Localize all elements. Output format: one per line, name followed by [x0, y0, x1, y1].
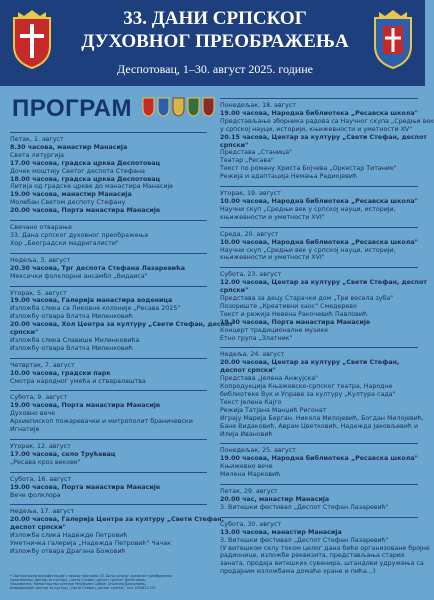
footer-notes: [10, 574, 210, 590]
event-text: Етно група „Златник": [220, 334, 293, 342]
coat-of-arms-icon: [10, 8, 54, 70]
event-text: „Ресава кроз векове": [10, 458, 81, 466]
event-text: 33. Дана српског духовног преображења: [10, 231, 149, 239]
event-time-venue: 19.30 часова, Порта манастира Манасије: [220, 318, 371, 326]
event-text: Петак, 1. август: [10, 136, 64, 143]
program-right-column: [220, 98, 434, 581]
crest-icon: [202, 97, 215, 117]
event-text: у српској науци, историји, књижевности и уметности XV": [220, 125, 413, 133]
event-block: [10, 132, 207, 215]
event-text: Мексички фолклорни ансамбл „Видаиса": [10, 272, 148, 280]
event-text: Света литургија: [10, 151, 65, 159]
event-text: Текст по роману Христа Бојчева „Оркестар Титаник": [220, 165, 397, 173]
footer-line: Информације: Центар за културу „Свети Стефан, деспот српски", тел. 035/611-537: [10, 586, 156, 590]
event-time-venue: 19.00 часова, Галерија манастира воденица: [10, 297, 173, 305]
header-subtitle: Деспотовац, 1–30. август 2025. године: [117, 62, 313, 76]
event-text: Бане Видаковић, Аврам Цветковић, Надежда Јаковљевић и: [220, 422, 419, 430]
event-text: Уметничка галерија „Надежда Петровић" Чачак: [10, 540, 171, 548]
event-text: Субота, 9. август: [10, 394, 68, 402]
event-text: Текст Јелена Кајго: [220, 398, 282, 406]
event-text: Недеља, 3. август: [10, 256, 71, 264]
event-time-venue: 19.00 часова, Народна библиотека „Ресавска школа": [220, 455, 418, 463]
event-block: [220, 517, 430, 576]
crest-icon: [157, 97, 170, 117]
event-block: [220, 267, 427, 342]
event-text: Илија Ивановић: [220, 430, 273, 438]
event-text: Уторак, 19. август: [220, 190, 281, 198]
event-block: [10, 504, 224, 555]
event-time-venue: 20.00 час, манастир Манасија: [220, 495, 330, 503]
footer-line: Покровитељ: Министарство културе Републике Србије, Општина Деспотовац: [10, 582, 146, 586]
event-block: [10, 220, 207, 248]
event-text: Литија од градске цркве до манастира Манасије: [10, 183, 174, 191]
event-block: [220, 98, 434, 181]
event-text: Субота, 30. август: [220, 520, 282, 528]
event-time-venue: 19.00 часова, Народна библиотека „Ресавска школа": [220, 109, 418, 117]
event-text: Милена Марковић: [220, 471, 281, 479]
header-title-line1: 33. ДАНИ СРПСКОГ: [123, 8, 307, 29]
event-text: 3. Витешки фестивал „Деспот Стефан Лазаревић": [220, 503, 389, 511]
event-text: Књижевно вече: [220, 463, 273, 471]
event-block: [220, 347, 424, 438]
event-time-venue: 19.00 часова, Порта манастира Манасије: [10, 402, 161, 410]
event-text: Четвртак, 7. август: [10, 361, 75, 369]
event-text: Представљање зборника радова са Научног скупа „Средњи век: [220, 117, 434, 125]
event-text: заната, продаја витешких сувенира, штандови удружења са: [220, 560, 424, 568]
event-text: Недеља, 17. август: [10, 508, 75, 516]
event-text: Представа „Станица": [220, 149, 292, 157]
event-text: Научни скуп „Средњи век у српској науци, историји,: [220, 205, 396, 213]
event-text: књижевности и уметности XVI": [220, 254, 325, 262]
event-time-venue: 10.00 часова, Народна библиотека „Ресавска школа": [220, 238, 418, 246]
event-text: Научни скуп „Средњи век у српској науци, историји,: [220, 246, 396, 254]
crest-icon: [187, 97, 200, 117]
event-time-venue: 10.00 часова, градски парк: [10, 369, 111, 377]
event-block: [10, 253, 207, 281]
event-block: [10, 439, 207, 467]
footer-line: Организатор: Центар за културу „Свети Стефан, деспот српски" Деспотовац: [10, 578, 146, 582]
event-text: Копродукција Књажевско-српског театра, Народне: [220, 383, 393, 391]
event-text: Изложбу отвара Влатка Миленковић: [10, 313, 133, 321]
event-text: Дочек моштију Светог деспота Стефана: [10, 167, 145, 175]
event-text: Понедељак, 25. август: [220, 447, 296, 455]
event-text: Хор „Београдски мадригалисти": [10, 239, 119, 247]
event-block: [220, 484, 418, 512]
event-text: књижевности и уметности XVI": [220, 213, 325, 221]
event-time-venue: 20.00 часова, Порта манастира Манасије: [10, 207, 161, 215]
event-text: Субота, 23. август: [220, 271, 282, 279]
event-text: Духовно вече: [10, 410, 56, 418]
event-time-venue: 20.30 часова, Трг деспота Стефана Лазаревића: [10, 264, 185, 272]
event-block: [10, 286, 233, 353]
event-text: Архиепископ пожаревачки и митрополит браничевски: [10, 418, 193, 426]
event-time-venue: 8.30 часова, манастир Манасија: [10, 143, 128, 151]
event-text: Петак, 29. август: [220, 488, 278, 496]
program-left-column: [10, 132, 233, 561]
event-time-venue: 12.00 часова, Центар за културу „Свети Стефан, деспот: [220, 279, 427, 287]
event-text: библиотеке Вук и Управе за културу „Култура сада": [220, 391, 396, 398]
header-title-line2: ДУХОВНОГ ПРЕОБРАЖЕЊА: [81, 31, 349, 52]
event-text: Режија и адаптација Немања Радиојевић: [220, 173, 358, 181]
event-text: Вече фолклора: [10, 491, 61, 499]
event-text: Смотра народног умећа и стваралаштва: [10, 377, 146, 385]
crest-row: [142, 97, 215, 117]
event-time-venue: 20.00 часова, Центар за културу „Свети Стефан,: [220, 359, 400, 367]
footer-line: * Сви програми манифестације у оквиру програма 33. Дана српског духовног преображења: [10, 574, 172, 578]
event-text: Свечано отварање: [10, 224, 73, 232]
event-text: Уторак, 5. август: [10, 289, 67, 297]
event-time-venue: српски": [10, 329, 39, 337]
coat-of-arms-icon: [371, 8, 415, 70]
event-time-venue: 19.00 часова, Порта манастира Манасије: [10, 483, 161, 491]
event-text: Изложба слика Надежде Петровић: [10, 532, 128, 540]
crest-icon: [172, 97, 185, 117]
event-text: Позориште „Креативни хаос" Смедерево: [220, 302, 357, 310]
event-time-venue: 17.00 часова, градска црква Деспотовац: [10, 159, 161, 167]
event-time-venue: 17.00 часова, село Трућевац: [10, 450, 116, 458]
event-text: Игнатије: [10, 426, 40, 434]
event-text: Изложбу отвара Драгана Божовић: [10, 547, 126, 555]
event-text: (У витешком селу током целог дана биће организоване бројне: [220, 544, 430, 552]
event-block: [10, 390, 207, 434]
event-text: Среда, 20. август: [220, 230, 279, 238]
event-time-venue: деспот српски": [220, 367, 276, 375]
event-time-venue: српски": [220, 287, 249, 295]
header-banner: [0, 0, 425, 86]
event-text: Режија Татјана Манџић Ригонат: [220, 406, 327, 414]
crest-icon: [142, 97, 155, 117]
event-time-venue: 20.15 часова, Центар за културу „Свети Стефан, деспот: [220, 133, 427, 141]
event-text: Молебан Светом деспоту Стефану: [10, 199, 126, 207]
event-time-venue: 20.00 часова, Хол Центра за културу „Свети Стефан, деспот: [10, 321, 233, 329]
event-time-venue: српски": [220, 141, 249, 149]
event-block: [10, 358, 207, 386]
event-text: Понедељак, 18. август: [220, 102, 296, 109]
event-block: [220, 186, 418, 222]
event-time-venue: 18.00 часова, градска црква Деспотовац: [10, 175, 161, 183]
event-block: [10, 472, 207, 500]
program-heading: ПРОГРАМ: [12, 95, 132, 122]
event-time-venue: 20.00 часова, Галерија Центра за културу „Свети Стефан,: [10, 516, 224, 524]
event-time-venue: 10.00 часова, Народна библиотека „Ресавска школа": [220, 197, 418, 205]
event-text: Изложбу отвара Влатка Миленковић: [10, 344, 133, 352]
event-text: Играју Марија Берган, Никола Милојевић, Богдан Милојевић,: [220, 414, 424, 422]
event-text: Театар „Ресава": [220, 157, 274, 165]
event-text: Недеља, 24. август: [220, 351, 285, 359]
event-text: продајним изложбама домаће хране и пића...): [220, 568, 376, 576]
event-block: [220, 443, 418, 479]
event-text: Концерт традиционалне музике: [220, 326, 329, 334]
event-time-venue: деспот српски": [10, 524, 66, 532]
event-text: Представа за децу Старачки дом „Три весела зуба": [220, 295, 394, 303]
event-text: Текст и режија Невена Ракочевић Павловић: [220, 310, 368, 318]
event-text: Изложба слика Славише Миленковића: [10, 336, 140, 344]
event-text: Изложба слика са Ликовне колоније „Ресава 2025": [10, 305, 181, 313]
event-time-venue: 19.00 часова, манастир Манасија: [10, 191, 132, 199]
event-block: [220, 227, 418, 263]
event-text: Уторак, 12. август: [10, 443, 71, 450]
event-text: Субота, 16. август: [10, 475, 72, 483]
event-text: радионице, изложбе реквизита, представљања старих: [220, 552, 405, 560]
event-time-venue: 13.00 часова, манастир Манасија: [220, 528, 342, 536]
event-text: Представа „Јелена Анжујска": [220, 375, 318, 383]
event-text: 3. Витешки фестивал „Деспот Стефан Лазаревић": [220, 536, 389, 544]
